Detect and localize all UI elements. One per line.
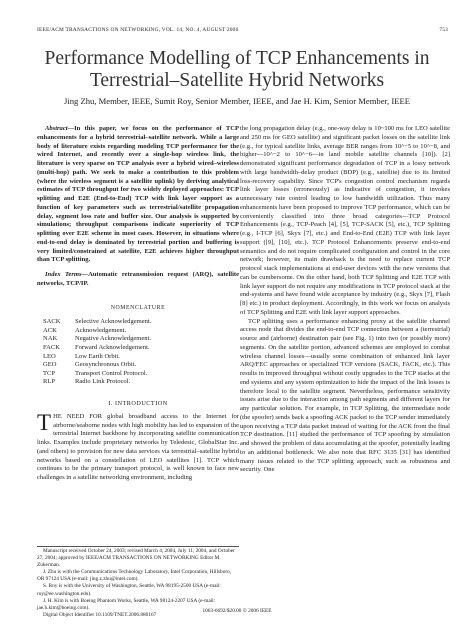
body-paragraph-1: the long propagation delay (e.g., one-way delay is 10~100 ms for LEO satellite and 250 ms for GEO satellite) and significant packet losses on the satellite link (e.g., for typical satellite links, average BER ranges from 10^−5 to 10^−8, and higher—10^−2 to 10^−6—in land mobile satellite channels [10]). [2] demonstrated significant performance degradation of TCP in a lossy network with large bandwidth–delay product (BDP) (e.g., satellite) due to its limited loss-recovery capability. Since TCP's congestion control mechanism regards link layer losses (erroneously) as indicative of congestion, it invokes unnecessary rate control leading to low bandwidth utilization. Thus many enhancements have been proposed to improve TCP performance, which can be conveniently classified into three broad categories—TCP Protocol Enhancements (e.g., TCP-Peach [4], [5], TCP-SACK [5], etc.), TCP Splitting (e.g., I-TCP [6], Skyx [7], etc.) and End-to-End (E2E) TCP with link layer support ([9], [10], etc.). TCP Protocol Enhancements preserve end-to-end semantics and do not require complicated configuration and control in the core network; however, its main drawback is the need to replace current TCP protocol stack implementations at end-user devices with the new versions that can be cumbersome. On the other hand, both TCP Splitting and E2E TCP with link layer support do not require any modifications in TCP protocol stack at the end-systems and have found wide acceptance by industry (e.g., Skyx [7], Flash [8] etc.) in product deployment. Accordingly, in this work we focus on analysis of TCP Splitting and E2E with link layer support approaches. <box>240 125 450 316</box>
nomenclature-row <box>43 318 151 327</box>
nomenclature-abbr: NAK <box>43 335 58 343</box>
nomenclature-row <box>43 344 151 353</box>
intro-text: HE NEED FOR global broadband access to the Internet for airborne/seaborne nodes with high mobility has led to expansion of the terrestrial Internet backbone by incorporating satellite communication links. Examples include proprietary networks by Teledesic, GlobalStar Inc. (and others) to provision for new data services via terrestrial–satellite hybrid networks based on a constellation of LEO satellites [1]. TCP which continues to be the primary transport protocol, is well known to face new challenges in a satellite networking environment, including <box>37 412 239 481</box>
abstract <box>37 125 239 265</box>
footnote-doi: Digital Object Identifier 10.1109/TNET.2006.880167 <box>43 611 157 618</box>
nomenclature-def: Geosynchronous Orbit. <box>75 361 137 369</box>
nomenclature-table <box>43 318 151 387</box>
journal-name: IEEE/ACM TRANSACTIONS ON NETWORKING, VOL. 14, NO. 4, AUGUST 2006 <box>37 27 239 33</box>
intro-paragraph <box>37 409 239 483</box>
nomenclature-def: Acknowledgement. <box>75 326 127 334</box>
author-list: Jing Zhu, Member, IEEE, Sumit Roy, Senior Member, IEEE, and Jae H. Kim, Senior Member, IEEE <box>64 96 410 106</box>
body-paragraph-2: TCP splitting uses a performance enhancing proxy at the satellite channel access node that divides the end-to-end TCP connection between a (terrestrial) source and (airborne) destination pair (see Fig. 1) into two (or possibly more) segments. On the satellite portion, advanced schemes are employed to combat wireless channel losses—usually some combination of enhanced link layer ARQ/FEC approaches or specialized TCP versions (SACK, FACK, etc.). This results in improved throughput without costly upgrades to the TCP stacks at the end systems and any system optimization to hide the impact of the link losses is therefore local to the satellite segment. Nevertheless, performance sensitivity issues arise due to the interaction among path segments and different layers for any particular solution. For example, in TCP Splitting, the intermediate node (the spoofer) sends back a spoofing ACK packet to the TCP sender immediately upon receiving a TCP data packet instead of waiting for the ACK from the final TCP destination. [11] studied the performance of TCP spoofing by simulation and showed the problem of data accumulating at the spoofer, potentially leading to an additional bottleneck. We also note that RFC 3135 [31] has identified many issues related to the TCP splitting approach, such as robustness and security. One <box>240 317 450 474</box>
nomenclature-def: Forward Acknowledgement. <box>75 344 150 352</box>
nomenclature-row <box>43 335 151 344</box>
index-terms <box>37 271 239 289</box>
index-terms-label: Index Terms— <box>45 271 89 278</box>
footnote-author-roy: S. Roy is with the University of Washington, Seattle, WA 98195-2500 USA (e-mail: roy@ee.washington.edu). <box>37 583 221 597</box>
footnote-manuscript: Manuscript received October 24, 2003; revised March 4, 2004, July 11, 2004, and October 27, 2004; approved by IEEE/ACM TRANSACTIONS ON NETWORKING Editor M. Zukerman. <box>37 548 235 569</box>
nomenclature-def: Selective Acknowledgement. <box>75 318 152 326</box>
footnote-rule <box>37 546 239 547</box>
right-column <box>240 125 450 475</box>
abstract-label: Abstract— <box>45 125 75 132</box>
nomenclature-row <box>43 353 151 362</box>
nomenclature-row <box>43 361 151 370</box>
nomenclature-row <box>43 327 151 336</box>
title-line-2: Terrestrial–Satellite Hybrid Networks <box>89 70 385 91</box>
drop-cap: T <box>37 409 52 435</box>
nomenclature-abbr: ACK <box>43 326 57 334</box>
footnote-author-zhu: J. Zhu is with the Communications Technology Laboratory, Intel Corporation, Hillsboro, OR 97124 USA (e-mail: jing.z.zhu@intel.com). <box>37 569 232 583</box>
nomenclature-abbr: SACK <box>43 318 61 326</box>
nomenclature-abbr: RLP <box>43 378 56 386</box>
nomenclature-def: Transport Control Protocol. <box>75 369 148 377</box>
nomenclature-def: Radio Link Protocol. <box>75 378 131 386</box>
left-column <box>37 125 239 483</box>
nomenclature-abbr: LEO <box>43 352 56 360</box>
intro-heading: I. INTRODUCTION <box>108 400 168 407</box>
nomenclature-abbr: GEO <box>43 361 57 369</box>
abstract-text: In this paper, we focus on the performance of TCP enhancements for a hybrid terrestrial–satellite network. While a large body of literature exists regarding modeling TCP performance for the wired Internet, and recently over a single-hop wireless link, the literature is very sparse on TCP analysis over a hybrid wired–wireless (multi-hop) path. We seek to make a contribution to this problem (where the wireless segment is a satellite uplink) by deriving analytical estimates of TCP throughput for two widely deployed approaches: TCP splitting and E2E (End-to-End) TCP with link layer support as a function of key parameters such as terrestrial/satellite propagation delay, segment loss rate and buffer size. Our analysis is supported by simulations; throughput comparisons indicate superiority of TCP splitting over E2E scheme in most cases. However, in situations where end-to-end delay is dominated by terrestrial portion and buffering is very limited/constrained at satellite, E2E achieves higher throughput than TCP splitting. <box>37 125 239 264</box>
nomenclature-def: Negative Acknowledgement. <box>75 335 151 343</box>
page-number: 753 <box>439 27 448 33</box>
nomenclature-row <box>43 378 151 387</box>
index-terms-text: Automatic retransmission request (ARQ), satellite networks, TCP/IP. <box>37 271 239 287</box>
title-line-1: Performance Modelling of TCP Enhancements in <box>44 48 430 69</box>
copyright-footer: 1063-6692/$20.00 © 2006 IEEE <box>202 608 272 614</box>
nomenclature-def: Low Earth Orbit. <box>75 352 120 360</box>
nomenclature-heading: NOMENCLATURE <box>110 304 166 311</box>
nomenclature-row <box>43 370 151 379</box>
nomenclature-abbr: FACK <box>43 344 60 352</box>
nomenclature-abbr: TCP <box>43 369 56 377</box>
running-header <box>37 27 448 36</box>
footnote-author-kim: J. H. Kim is with Boeing Phantom Works, Seattle, WA 98124-2207 USA (e-mail: jae.h.kim@boeing.com). <box>37 597 216 611</box>
paper-title <box>20 48 454 92</box>
